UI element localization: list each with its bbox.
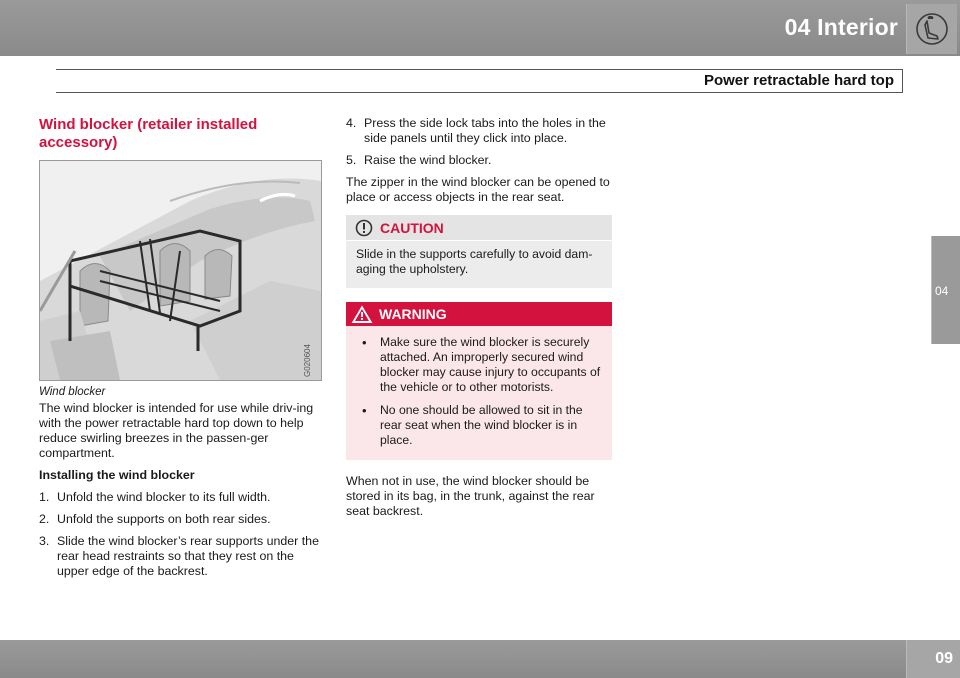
header-bar bbox=[0, 0, 960, 56]
convertible-wind-blocker-illustration bbox=[40, 161, 321, 380]
chapter-title: 04 Interior bbox=[784, 14, 898, 40]
warning-triangle-icon bbox=[351, 305, 373, 324]
caution-icon bbox=[355, 219, 373, 237]
warning-list bbox=[356, 335, 602, 448]
warning-label: WARNING bbox=[379, 306, 447, 322]
left-column bbox=[39, 116, 322, 586]
page-number: 09 bbox=[935, 650, 953, 667]
zipper-paragraph: The zipper in the wind blocker can be opened to place or access objects in the rear seat. bbox=[346, 175, 610, 204]
section-heading: Wind blocker (retailer installed accessory) bbox=[39, 116, 258, 151]
figure-code bbox=[298, 339, 316, 379]
warning-header bbox=[346, 302, 612, 326]
chapter-side-tab[interactable] bbox=[931, 236, 960, 344]
footer-bar bbox=[0, 640, 960, 678]
caution-text: Slide in the supports carefully to avoid dam-aging the upholstery. bbox=[356, 247, 593, 276]
list-item: • No one should be allowed to sit in the rear seat when the wind blocker is in place. bbox=[356, 403, 602, 448]
section-title: Power retractable hard top bbox=[703, 72, 894, 89]
section-bar bbox=[56, 69, 903, 93]
wind-blocker-figure bbox=[39, 160, 322, 381]
list-item: • Make sure the wind blocker is securely attached. An improperly secured wind blocker may cause injury to occupants of the vehicle or to other motorists. bbox=[356, 335, 602, 395]
caution-header bbox=[346, 215, 612, 241]
list-item: 3. Slide the wind blocker’s rear supports under the rear head restraints so that they rest on the upper edge of the backrest. bbox=[39, 534, 319, 578]
seat-icon bbox=[916, 11, 948, 47]
middle-column bbox=[346, 116, 612, 526]
page-number-box bbox=[906, 640, 960, 678]
list-item: 5. Raise the wind blocker. bbox=[346, 153, 492, 167]
caution-box bbox=[346, 215, 612, 288]
install-steps-continued bbox=[346, 116, 612, 168]
warning-box bbox=[346, 302, 612, 460]
list-item: 4. Press the side lock tabs into the holes in the side panels until they click into place. bbox=[346, 116, 606, 145]
installing-subheading: Installing the wind blocker bbox=[39, 468, 195, 482]
intro-paragraph: The wind blocker is intended for use while driv-ing with the power retractable hard top down to help reduce swirling breezes in the passen-ger compartment. bbox=[39, 401, 314, 460]
install-steps-list bbox=[39, 490, 322, 579]
chapter-icon-box bbox=[906, 4, 957, 54]
figure-code-text: G020604 bbox=[303, 344, 312, 377]
list-item: 2. Unfold the supports on both rear sides. bbox=[39, 512, 271, 526]
caution-label: CAUTION bbox=[380, 220, 444, 236]
figure-caption: Wind blocker bbox=[39, 386, 106, 398]
side-tab-label: 04 bbox=[935, 284, 949, 298]
warning-body bbox=[346, 326, 612, 460]
list-item: 1. Unfold the wind blocker to its full width. bbox=[39, 490, 271, 504]
storage-paragraph: When not in use, the wind blocker should be stored in its bag, in the trunk, against the rear seat backrest. bbox=[346, 474, 595, 518]
